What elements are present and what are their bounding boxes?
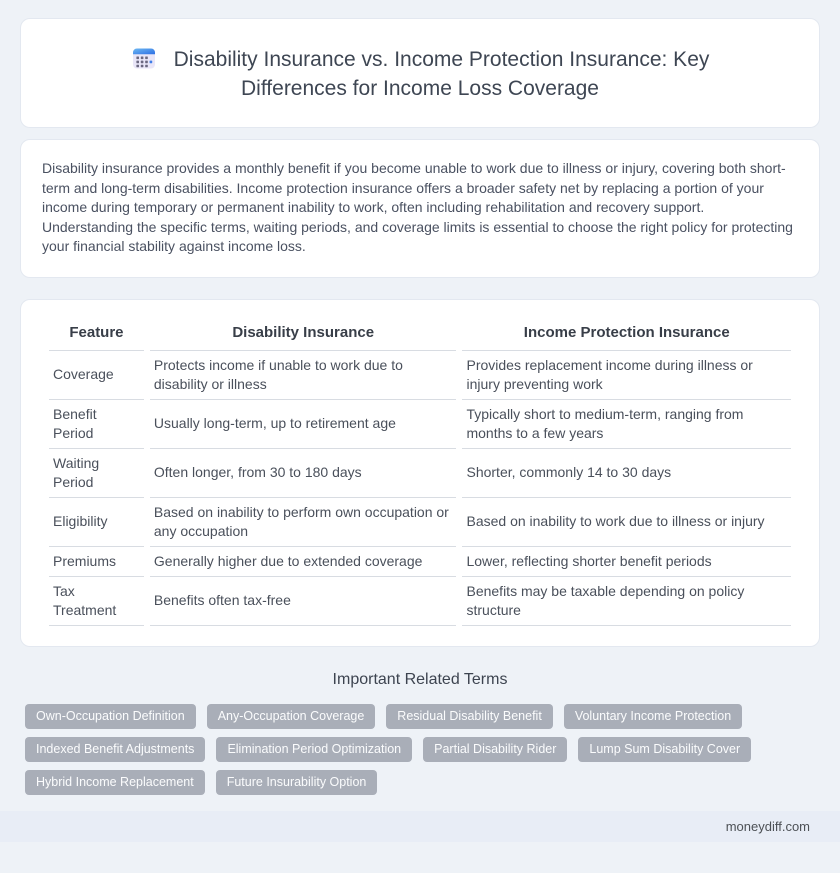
income-protection-cell: Provides replacement income during illness or injury preventing work bbox=[462, 351, 791, 400]
feature-cell: Coverage bbox=[49, 351, 144, 400]
related-term-pill[interactable]: Any-Occupation Coverage bbox=[207, 704, 376, 729]
related-term-pill[interactable]: Voluntary Income Protection bbox=[564, 704, 742, 729]
income-protection-cell: Based on inability to work due to illness or injury bbox=[462, 498, 791, 547]
summary-text: Disability insurance provides a monthly benefit if you become unable to work due to illness or injury, covering both short-term and long-term disabilities. Income protection insurance offers a broader safety net by replacing a portion of your income during temporary or permanent inability to work, often including rehabilitation and recovery support. Understanding the specific terms, waiting periods, and coverage limits is essential to choose the right policy for protecting your financial stability against income loss. bbox=[42, 160, 793, 254]
table-row bbox=[49, 577, 791, 626]
comparison-table-body bbox=[49, 351, 791, 626]
column-header-feature: Feature bbox=[49, 316, 144, 351]
income-protection-cell: Lower, reflecting shorter benefit periods bbox=[462, 547, 791, 577]
page-title-text: Disability Insurance vs. Income Protection Insurance: Key Differences for Income Loss Coverage bbox=[173, 48, 710, 100]
table-row bbox=[49, 400, 791, 449]
related-terms-title: Important Related Terms bbox=[332, 670, 508, 688]
page-title bbox=[86, 45, 754, 103]
disability-cell: Often longer, from 30 to 180 days bbox=[150, 449, 457, 498]
disability-cell: Protects income if unable to work due to disability or illness bbox=[150, 351, 457, 400]
comparison-table bbox=[43, 316, 797, 626]
header-card bbox=[20, 18, 820, 128]
table-header-row bbox=[49, 316, 791, 351]
related-term-pill[interactable]: Lump Sum Disability Cover bbox=[578, 737, 751, 762]
disability-cell: Usually long-term, up to retirement age bbox=[150, 400, 457, 449]
summary-card bbox=[20, 139, 820, 278]
related-terms-section bbox=[20, 671, 820, 795]
income-protection-cell: Shorter, commonly 14 to 30 days bbox=[462, 449, 791, 498]
table-row bbox=[49, 351, 791, 400]
feature-cell: Eligibility bbox=[49, 498, 144, 547]
related-term-pill[interactable]: Hybrid Income Replacement bbox=[25, 770, 205, 795]
footer-bar bbox=[0, 811, 840, 842]
column-header-disability: Disability Insurance bbox=[150, 316, 457, 351]
related-term-pill[interactable]: Future Insurability Option bbox=[216, 770, 378, 795]
comparison-card bbox=[20, 299, 820, 647]
calendar-icon bbox=[131, 45, 157, 71]
disability-cell: Generally higher due to extended coverage bbox=[150, 547, 457, 577]
table-row bbox=[49, 547, 791, 577]
footer-site-name: moneydiff.com bbox=[725, 818, 810, 834]
income-protection-cell: Benefits may be taxable depending on policy structure bbox=[462, 577, 791, 626]
related-term-pill[interactable]: Partial Disability Rider bbox=[423, 737, 567, 762]
income-protection-cell: Typically short to medium-term, ranging from months to a few years bbox=[462, 400, 791, 449]
feature-cell: Waiting Period bbox=[49, 449, 144, 498]
feature-cell: Benefit Period bbox=[49, 400, 144, 449]
related-term-pill[interactable]: Elimination Period Optimization bbox=[216, 737, 412, 762]
related-terms-list bbox=[20, 704, 820, 795]
table-row bbox=[49, 498, 791, 547]
feature-cell: Premiums bbox=[49, 547, 144, 577]
related-term-pill[interactable]: Indexed Benefit Adjustments bbox=[25, 737, 205, 762]
disability-cell: Benefits often tax-free bbox=[150, 577, 457, 626]
disability-cell: Based on inability to perform own occupation or any occupation bbox=[150, 498, 457, 547]
feature-cell: Tax Treatment bbox=[49, 577, 144, 626]
related-term-pill[interactable]: Own-Occupation Definition bbox=[25, 704, 196, 729]
page-content bbox=[0, 18, 840, 795]
table-row bbox=[49, 449, 791, 498]
column-header-income-protection: Income Protection Insurance bbox=[462, 316, 791, 351]
related-term-pill[interactable]: Residual Disability Benefit bbox=[386, 704, 553, 729]
